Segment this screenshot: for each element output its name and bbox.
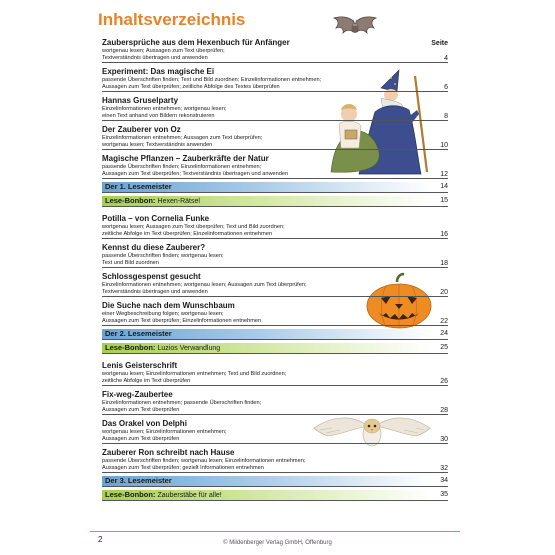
band-label-row <box>105 197 200 206</box>
toc-entry <box>102 418 448 444</box>
entry-skill-line: einen Text anhand von Bildern rekonstruieren <box>102 113 448 121</box>
page-ref: 14 <box>440 183 448 190</box>
lesemeister-band <box>102 476 448 487</box>
entry-skill-line: wortgenau lesen; Aussagen zum Text überprüfen; Text und Bild zuordnen; <box>102 224 285 230</box>
page-ref: 26 <box>440 378 448 385</box>
entry-skill-line: wortgenau lesen; Aussagen zum Text überprüfen; <box>102 48 225 54</box>
page-ref: 18 <box>440 260 448 267</box>
entry-skill-line: Aussagen zum Text überprüfen; Textverständnis übertragen und anwenden <box>102 171 448 179</box>
band-label-row <box>105 477 172 485</box>
entry-title: Lenis Geisterschrift <box>102 361 178 370</box>
page-ref: 4 <box>444 55 448 62</box>
entry-title: Potilla – von Cornelia Funke <box>102 214 210 223</box>
page-ref: 16 <box>440 231 448 238</box>
page-ref: 34 <box>440 477 448 484</box>
entry-skill-line: Aussagen zum Text überprüfen <box>102 436 448 444</box>
entry-skill-line: Aussagen zum Text überprüfen; Einzelinformationen entnehmen <box>102 318 448 326</box>
page-title: Inhaltsverzeichnis <box>98 10 246 29</box>
entry-skill-line: passende Überschriften finden; wortgenau lesen; <box>102 253 224 259</box>
table-of-contents <box>102 37 448 507</box>
toc-entry <box>102 95 448 121</box>
band-label: Lese-Bonbon: <box>105 490 156 499</box>
page-ref: 15 <box>440 197 448 204</box>
page-ref: 32 <box>440 465 448 472</box>
entry-title: Das Orakel von Delphi <box>102 419 187 428</box>
entry-skill-line: wortgenau lesen; Einzelinformationen entnehmen; Text und Bild zuordnen; <box>102 371 287 377</box>
page-ref: 22 <box>440 318 448 325</box>
page-ref: 10 <box>440 142 448 149</box>
entry-skill-line: wortgenau lesen; Textverständnis anwenden <box>102 142 448 150</box>
entry-skill-line: passende Überschriften finden; Text und Bild zuordnen; Einzelinformationen entnehmen; <box>102 77 322 83</box>
toc-entry <box>102 300 448 326</box>
entry-title: Zauberer Ron schreibt nach Hause <box>102 448 235 457</box>
entry-skill-line: Aussagen zum Text überprüfen; gezielt Informationen entnehmen <box>102 465 448 473</box>
toc-entry <box>102 242 448 268</box>
band-subtitle: Zauberstäbe für alle! <box>157 492 222 499</box>
copyright: © Mildenberger Verlag GmbH, Offenburg <box>223 540 332 546</box>
band-label-row <box>105 344 220 353</box>
lese-bonbon-band <box>102 343 448 354</box>
entry-skill-line: Einzelinformationen entnehmen; Aussagen zum Text überprüfen; <box>102 135 263 141</box>
page-ref: 24 <box>440 330 448 337</box>
entry-title: Die Suche nach dem Wunschbaum <box>102 301 235 310</box>
page-ref: 28 <box>440 407 448 414</box>
page-ref: 35 <box>440 491 448 498</box>
entry-skill-line: passende Überschriften finden; Einzelinformationen entnehmen; <box>102 164 262 170</box>
entry-skill-line: Einzelinformationen entnehmen; passende Überschriften finden; <box>102 400 262 406</box>
entry-skill-line: Textverständnis übertragen und anwenden <box>102 289 448 297</box>
toc-entry <box>102 271 448 297</box>
band-subtitle: Luzios Verwandlung <box>157 345 221 352</box>
entry-skill-line: zeitliche Abfolge im Text überprüfen; Einzelinformationen entnehmen <box>102 231 448 239</box>
band-label: Der 2. Lesemeister <box>105 329 172 338</box>
lesemeister-band <box>102 182 448 193</box>
entry-skill-line: zeitliche Abfolge im Text überprüfen <box>102 378 448 386</box>
page-number: 2 <box>98 535 103 544</box>
entry-title: Der Zauberer von Oz <box>102 125 181 134</box>
band-subtitle: Hexen-Rätsel <box>157 198 200 205</box>
lesemeister-band <box>102 329 448 340</box>
toc-entry <box>102 360 448 386</box>
entry-skill-line: einer Wegbeschreibung folgen; wortgenau lesen; <box>102 311 224 317</box>
entry-title: Kennst du diese Zauberer? <box>102 243 206 252</box>
page-ref: 12 <box>440 171 448 178</box>
entry-skill-line: wortgenau lesen; Einzelinformationen entnehmen; <box>102 429 227 435</box>
band-label: Lese-Bonbon: <box>105 343 156 352</box>
entry-title: Zaubersprüche aus dem Hexenbuch für Anfänger <box>102 38 290 47</box>
lese-bonbon-band <box>102 490 448 501</box>
band-label-row <box>105 183 172 191</box>
page-ref: 25 <box>440 344 448 351</box>
entry-skill-line: Einzelinformationen entnehmen; wortgenau lesen; Aussagen zum Text überprüfen; <box>102 282 307 288</box>
band-label: Lese-Bonbon: <box>105 196 156 205</box>
entry-skill-line: Einzelinformationen entnehmen; wortgenau lesen; <box>102 106 227 112</box>
page-ref: 20 <box>440 289 448 296</box>
entry-title: Fix-weg-Zaubertee <box>102 390 173 399</box>
page-ref: 6 <box>444 84 448 91</box>
band-label: Der 3. Lesemeister <box>105 476 172 485</box>
toc-entry <box>102 124 448 150</box>
entry-skill-line: passende Überschriften finden; wortgenau lesen; Einzelinformationen entnehmen; <box>102 458 306 464</box>
toc-entry <box>102 447 448 473</box>
toc-entry <box>102 66 448 92</box>
page-ref: 8 <box>444 113 448 120</box>
toc-entry <box>102 389 448 415</box>
entry-title: Experiment: Das magische Ei <box>102 67 215 76</box>
entry-skill-line: Aussagen zum Text überprüfen <box>102 407 448 415</box>
toc-entry <box>102 213 448 239</box>
entry-title: Schlossgespenst gesucht <box>102 272 201 281</box>
band-label-row <box>105 330 172 338</box>
toc-entry <box>102 37 448 63</box>
page-ref: 30 <box>440 436 448 443</box>
entry-skill-line: Aussagen zum Text überprüfen; zeitliche Abfolge des Textes überprüfen <box>102 84 448 92</box>
page-column-label: Seite <box>431 40 448 47</box>
footer-line <box>90 531 460 532</box>
entry-title: Magische Pflanzen – Zauberkräfte der Natur <box>102 154 269 163</box>
entry-skill-line: Textverständnis übertragen und anwenden <box>102 55 448 63</box>
lese-bonbon-band <box>102 196 448 207</box>
entry-title: Hannas Gruselparty <box>102 96 179 105</box>
toc-entry <box>102 153 448 179</box>
band-label-row <box>105 491 222 500</box>
entry-skill-line: Text und Bild zuordnen <box>102 260 448 268</box>
band-label: Der 1. Lesemeister <box>105 182 172 191</box>
